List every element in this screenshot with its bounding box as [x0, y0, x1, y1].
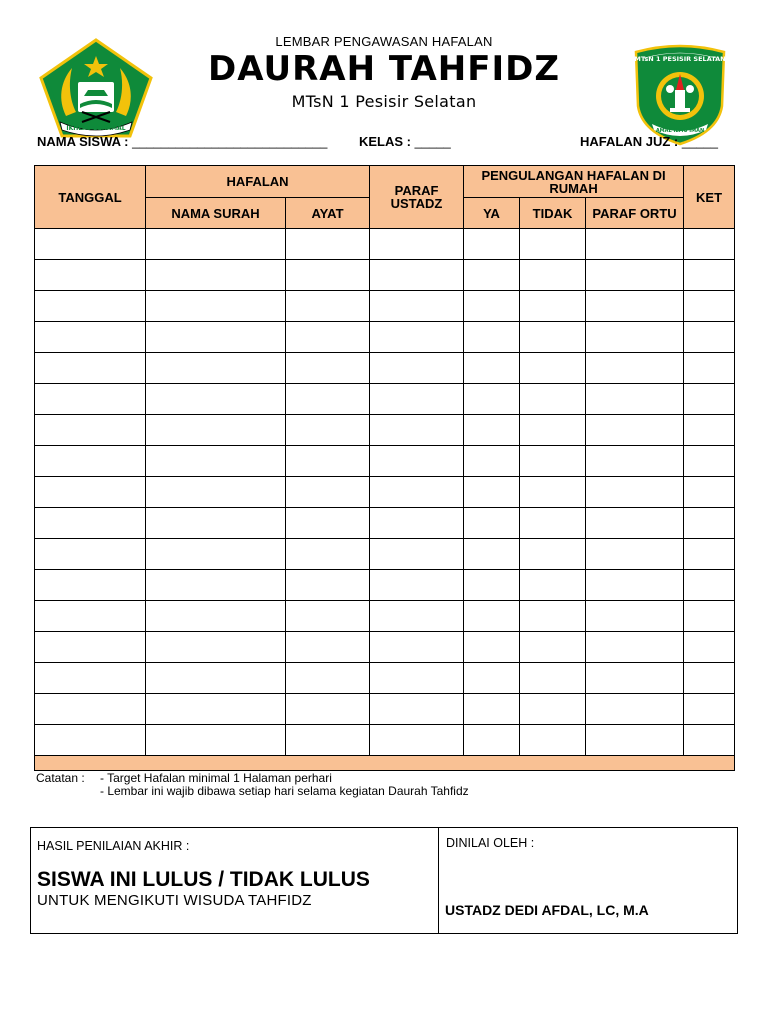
table-cell[interactable] [35, 446, 146, 477]
table-cell[interactable] [370, 632, 464, 663]
table-cell[interactable] [370, 229, 464, 260]
table-cell[interactable] [146, 229, 286, 260]
result-purpose: UNTUK MENGIKUTI WISUDA TAHFIDZ [37, 892, 312, 909]
table-cell[interactable] [684, 384, 735, 415]
col-hafalan: HAFALAN [146, 166, 370, 198]
table-cell[interactable] [35, 291, 146, 322]
table-cell[interactable] [146, 539, 286, 570]
table-cell[interactable] [370, 415, 464, 446]
table-cell[interactable] [370, 384, 464, 415]
table-row [35, 353, 735, 384]
table-cell[interactable] [286, 353, 370, 384]
table-cell[interactable] [35, 725, 146, 756]
table-cell[interactable] [684, 415, 735, 446]
table-cell[interactable] [586, 508, 684, 539]
result-status: SISWA INI LULUS / TIDAK LULUS [37, 868, 370, 891]
logo-left-motto: IKHLAS BERAMAL [66, 125, 126, 132]
table-cell[interactable] [586, 384, 684, 415]
assessor-label: DINILAI OLEH : [446, 836, 535, 850]
table-cell[interactable] [286, 570, 370, 601]
table-cell[interactable] [370, 663, 464, 694]
kelas-label: KELAS : [359, 134, 411, 149]
table-cell[interactable] [684, 725, 735, 756]
table-cell[interactable] [370, 601, 464, 632]
table-row [35, 260, 735, 291]
table-cell[interactable] [586, 694, 684, 725]
table-cell[interactable] [146, 260, 286, 291]
table-footer-cell [35, 756, 735, 771]
table-cell[interactable] [286, 725, 370, 756]
table-cell[interactable] [684, 663, 735, 694]
table-cell[interactable] [146, 570, 286, 601]
table-cell[interactable] [684, 260, 735, 291]
table-cell[interactable] [586, 632, 684, 663]
table-cell[interactable] [586, 446, 684, 477]
table-cell[interactable] [464, 322, 520, 353]
table-cell[interactable] [464, 539, 520, 570]
col-pengulangan: PENGULANGAN HAFALAN DI RUMAH [464, 166, 684, 198]
table-cell[interactable] [286, 477, 370, 508]
table-cell[interactable] [464, 384, 520, 415]
col-tidak: TIDAK [520, 198, 586, 229]
table-cell[interactable] [520, 632, 586, 663]
table-cell[interactable] [464, 725, 520, 756]
col-ayat: AYAT [286, 198, 370, 229]
table-cell[interactable] [520, 415, 586, 446]
table-body [35, 229, 735, 771]
table-cell[interactable] [520, 508, 586, 539]
table-cell[interactable] [146, 384, 286, 415]
col-ket: KET [684, 166, 735, 229]
table-cell[interactable] [35, 663, 146, 694]
table-cell[interactable] [520, 663, 586, 694]
table-cell[interactable] [684, 291, 735, 322]
table-cell[interactable] [35, 384, 146, 415]
nama-siswa-blank[interactable]: ___________________________ [132, 134, 328, 149]
col-tanggal: TANGGAL [35, 166, 146, 229]
monitoring-table [34, 165, 735, 771]
table-cell[interactable] [286, 508, 370, 539]
table-cell[interactable] [35, 632, 146, 663]
table-cell[interactable] [286, 260, 370, 291]
table-cell[interactable] [464, 601, 520, 632]
table-cell[interactable] [146, 694, 286, 725]
table-cell[interactable] [586, 601, 684, 632]
table-cell[interactable] [586, 229, 684, 260]
sheet-subtitle: LEMBAR PENGAWASAN HAFALAN [275, 34, 493, 49]
col-nama-surah: NAMA SURAH [146, 198, 286, 229]
table-cell[interactable] [684, 601, 735, 632]
table-row [35, 632, 735, 663]
hafalan-juz-field[interactable] [580, 134, 718, 149]
table-cell[interactable] [464, 446, 520, 477]
table-cell[interactable] [464, 260, 520, 291]
table-cell[interactable] [464, 415, 520, 446]
logo-right-motto: AMAL ILMU IMAN [655, 128, 705, 134]
table-cell[interactable] [520, 477, 586, 508]
table-cell[interactable] [586, 322, 684, 353]
table-row [35, 725, 735, 756]
table-cell[interactable] [286, 694, 370, 725]
table-cell[interactable] [35, 477, 146, 508]
table-cell[interactable] [286, 446, 370, 477]
table-cell[interactable] [586, 291, 684, 322]
table-cell[interactable] [586, 725, 684, 756]
table-row [35, 570, 735, 601]
table-cell[interactable] [464, 632, 520, 663]
table-footer-band [35, 756, 735, 771]
assessor-name: USTADZ DEDI AFDAL, LC, M.A [445, 902, 649, 918]
note-item: - Target Hafalan minimal 1 Halaman perhari [100, 771, 332, 785]
table-cell[interactable] [35, 322, 146, 353]
table-cell[interactable] [370, 539, 464, 570]
table-cell[interactable] [684, 694, 735, 725]
table-cell[interactable] [286, 632, 370, 663]
nama-siswa-label: NAMA SISWA : [37, 134, 129, 149]
col-paraf-ortu: PARAF ORTU [586, 198, 684, 229]
table-cell[interactable] [684, 508, 735, 539]
table-cell[interactable] [146, 291, 286, 322]
table-row [35, 229, 735, 260]
table-cell[interactable] [286, 291, 370, 322]
table-cell[interactable] [35, 570, 146, 601]
table-cell[interactable] [520, 291, 586, 322]
table-row [35, 694, 735, 725]
notes-label: Catatan : [36, 771, 85, 785]
table-cell[interactable] [35, 508, 146, 539]
table-cell[interactable] [520, 353, 586, 384]
school-name: MTsN 1 Pesisir Selatan [291, 92, 477, 111]
table-cell[interactable] [370, 322, 464, 353]
table-row [35, 477, 735, 508]
table-cell[interactable] [35, 601, 146, 632]
table-cell[interactable] [520, 229, 586, 260]
table-cell[interactable] [146, 353, 286, 384]
table-cell[interactable] [146, 725, 286, 756]
table-cell[interactable] [146, 415, 286, 446]
sheet-title: DAURAH TAHFIDZ [208, 49, 560, 89]
table-cell[interactable] [520, 446, 586, 477]
table-cell[interactable] [520, 260, 586, 291]
table-cell[interactable] [146, 446, 286, 477]
table-cell[interactable] [146, 632, 286, 663]
table-cell[interactable] [684, 353, 735, 384]
table-cell[interactable] [286, 415, 370, 446]
table-cell[interactable] [146, 477, 286, 508]
col-ya: YA [464, 198, 520, 229]
table-cell[interactable] [286, 663, 370, 694]
table-cell[interactable] [586, 570, 684, 601]
table-cell[interactable] [464, 353, 520, 384]
table-cell[interactable] [520, 694, 586, 725]
table-row [35, 539, 735, 570]
table-cell[interactable] [586, 353, 684, 384]
kelas-blank[interactable]: _____ [414, 134, 451, 149]
table-cell[interactable] [370, 694, 464, 725]
table-row [35, 291, 735, 322]
table-cell[interactable] [370, 260, 464, 291]
table-cell[interactable] [35, 694, 146, 725]
table-cell[interactable] [464, 229, 520, 260]
table-cell[interactable] [146, 663, 286, 694]
table-cell[interactable] [464, 694, 520, 725]
table-cell[interactable] [370, 353, 464, 384]
table-cell[interactable] [464, 477, 520, 508]
nama-siswa-field[interactable] [37, 134, 327, 149]
table-cell[interactable] [286, 601, 370, 632]
table-cell[interactable] [586, 539, 684, 570]
table-row [35, 322, 735, 353]
table-cell[interactable] [684, 632, 735, 663]
table-row [35, 384, 735, 415]
table-row [35, 508, 735, 539]
hafalan-juz-blank[interactable]: _____ [681, 134, 718, 149]
table-cell[interactable] [370, 725, 464, 756]
col-paraf-ustadz: PARAF USTADZ [370, 166, 464, 229]
table-cell[interactable] [35, 353, 146, 384]
table-cell[interactable] [35, 539, 146, 570]
table-cell[interactable] [520, 384, 586, 415]
logo-right-name: MTsN 1 PESISIR SELATAN [634, 55, 726, 63]
table-cell[interactable] [286, 322, 370, 353]
table-cell[interactable] [520, 322, 586, 353]
table-cell[interactable] [146, 322, 286, 353]
table-cell[interactable] [35, 415, 146, 446]
table-cell[interactable] [35, 229, 146, 260]
hafalan-juz-label: HAFALAN JUZ : [580, 134, 679, 149]
table-cell[interactable] [586, 415, 684, 446]
kelas-field[interactable] [359, 134, 451, 149]
table-cell[interactable] [35, 260, 146, 291]
result-label: HASIL PENILAIAN AKHIR : [37, 839, 190, 853]
note-item: - Lembar ini wajib dibawa setiap hari selama kegiatan Daurah Tahfidz [100, 784, 469, 798]
table-cell[interactable] [370, 291, 464, 322]
table-cell[interactable] [684, 322, 735, 353]
table-cell[interactable] [586, 663, 684, 694]
table-cell[interactable] [464, 508, 520, 539]
table-cell[interactable] [520, 539, 586, 570]
table-row [35, 415, 735, 446]
table-cell[interactable] [464, 663, 520, 694]
table-cell[interactable] [370, 570, 464, 601]
table-cell[interactable] [684, 539, 735, 570]
table-cell[interactable] [286, 539, 370, 570]
table-cell[interactable] [520, 725, 586, 756]
table-cell[interactable] [520, 601, 586, 632]
result-box [30, 827, 738, 934]
table-row [35, 446, 735, 477]
table-cell[interactable] [684, 570, 735, 601]
table-cell[interactable] [464, 570, 520, 601]
table-cell[interactable] [370, 508, 464, 539]
table-cell[interactable] [586, 260, 684, 291]
table-cell[interactable] [286, 229, 370, 260]
table-cell[interactable] [520, 570, 586, 601]
table-cell[interactable] [684, 229, 735, 260]
table-cell[interactable] [370, 446, 464, 477]
table-cell[interactable] [146, 508, 286, 539]
table-cell[interactable] [684, 446, 735, 477]
table-row [35, 663, 735, 694]
table-cell[interactable] [464, 291, 520, 322]
table-cell[interactable] [146, 601, 286, 632]
table-cell[interactable] [370, 477, 464, 508]
table-cell[interactable] [286, 384, 370, 415]
table-cell[interactable] [586, 477, 684, 508]
table-cell[interactable] [684, 477, 735, 508]
result-divider [438, 828, 439, 933]
table-row [35, 601, 735, 632]
